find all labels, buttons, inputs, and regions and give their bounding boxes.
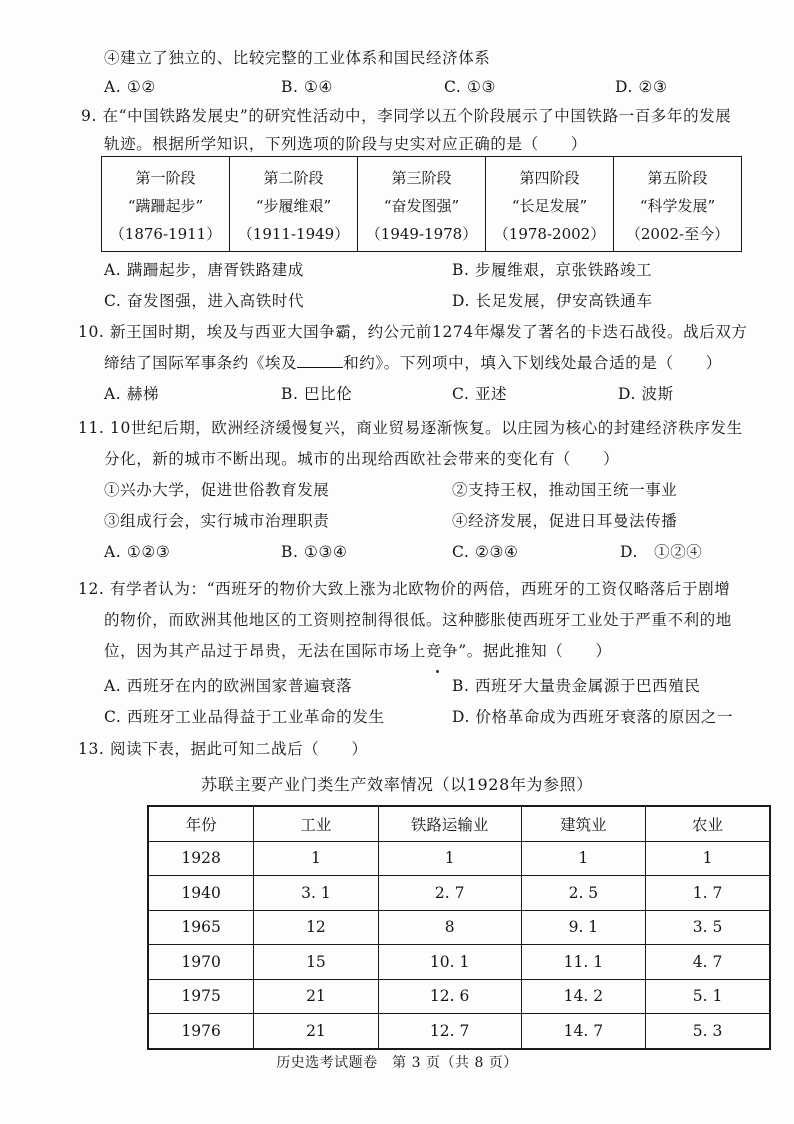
q8-option-d: D. ②③ bbox=[615, 78, 668, 96]
stage-name: 第五阶段 bbox=[647, 168, 708, 187]
stage-name: 第一阶段 bbox=[135, 168, 196, 187]
stage-years: （1911-1949） bbox=[237, 224, 350, 243]
q11-stem-line-2: 分化，新的城市不断出现。城市的出现给西欧社会带来的变化有（ ） bbox=[104, 450, 620, 468]
q10-line2-before-blank: 缔结了国际军事条约《埃及 bbox=[104, 354, 298, 372]
q13-stem: 13. 阅读下表，据此可知二战后（ ） bbox=[78, 740, 368, 758]
cell-value: 12 bbox=[254, 910, 378, 945]
q9-option-c: C. 奋发图强，进入高铁时代 bbox=[104, 292, 305, 310]
cell-value: 1. 7 bbox=[646, 876, 770, 911]
q12-option-c: C. 西班牙工业品得益于工业革命的发生 bbox=[104, 708, 385, 726]
cell-value: 14. 7 bbox=[521, 1014, 645, 1049]
header-year: 年份 bbox=[148, 806, 254, 841]
stage-title: “长足发展” bbox=[511, 196, 588, 215]
table-row bbox=[148, 979, 770, 1014]
railway-stage-table bbox=[101, 156, 742, 252]
cell-value: 10. 1 bbox=[378, 945, 521, 980]
cell-value: 1 bbox=[646, 841, 770, 876]
header-industry: 工业 bbox=[254, 806, 378, 841]
header-agriculture: 农业 bbox=[646, 806, 770, 841]
stage-cell bbox=[230, 157, 358, 251]
cell-value: 1 bbox=[254, 841, 378, 876]
header-railway: 铁路运输业 bbox=[378, 806, 521, 841]
q12-stem-line-3: 位，因为其产品过于昂贵，无法在国际市场上竞争”。据此推知（ ） bbox=[104, 642, 612, 660]
cell-year: 1975 bbox=[148, 979, 254, 1014]
q11-option-c: C. ②③④ bbox=[452, 543, 519, 561]
table-row bbox=[148, 876, 770, 911]
cell-value: 5. 1 bbox=[646, 979, 770, 1014]
cell-value: 2. 7 bbox=[378, 876, 521, 911]
cell-value: 12. 7 bbox=[378, 1014, 521, 1049]
cell-value: 4. 7 bbox=[646, 945, 770, 980]
cell-value: 3. 5 bbox=[646, 910, 770, 945]
cell-value: 2. 5 bbox=[521, 876, 645, 911]
cell-value: 3. 1 bbox=[254, 876, 378, 911]
stage-name: 第二阶段 bbox=[263, 168, 324, 187]
cell-value: 12. 6 bbox=[378, 979, 521, 1014]
q10-option-b: B. 巴比伦 bbox=[281, 385, 353, 403]
cell-value: 1 bbox=[378, 841, 521, 876]
q8-item-4: ④建立了独立的、比较完整的工业体系和国民经济体系 bbox=[104, 49, 491, 67]
page-footer: 历史选考试题卷 第 3 页（共 8 页） bbox=[276, 1055, 518, 1071]
q9-option-a: A. 蹒跚起步，唐胥铁路建成 bbox=[104, 261, 304, 279]
table-caption: 苏联主要产业门类生产效率情况（以1928年为参照） bbox=[201, 775, 593, 794]
q11-options bbox=[0, 541, 794, 563]
stage-title: “步履维艰” bbox=[255, 196, 332, 215]
q10-line2-after-blank: 和约》。下列项中，填入下划线处最合适的是（ ） bbox=[343, 354, 722, 372]
header-construction: 建筑业 bbox=[521, 806, 645, 841]
cell-value: 11. 1 bbox=[521, 945, 645, 980]
cell-value: 8 bbox=[378, 910, 521, 945]
stage-cell bbox=[102, 157, 230, 251]
q8-option-a: A. ①② bbox=[104, 78, 156, 96]
cell-value: 14. 2 bbox=[521, 979, 645, 1014]
q9-stem-line-1: 9. 在“中国铁路发展史”的研究性活动中，李同学以五个阶段展示了中国铁路一百多年的发展 bbox=[81, 107, 732, 125]
q9-stem-line-2: 轨迹。根据所学知识，下列选项的阶段与史实对应正确的是（ ） bbox=[104, 135, 588, 153]
cell-year: 1928 bbox=[148, 841, 254, 876]
q8-option-b: B. ①④ bbox=[281, 78, 334, 96]
q12-stem-line-2: 的物价，而欧洲其他地区的工资则控制得很低。这种膨胀使西班牙工业处于严重不利的地 bbox=[104, 611, 732, 629]
cell-value: 21 bbox=[254, 979, 378, 1014]
cell-value: 5. 3 bbox=[646, 1014, 770, 1049]
table-row bbox=[148, 910, 770, 945]
cell-value: 1 bbox=[521, 841, 645, 876]
q11-option-d: D. ①②④ bbox=[620, 543, 703, 561]
q9-option-d: D. 长足发展，伊安高铁通车 bbox=[452, 292, 653, 310]
q10-option-c: C. 亚述 bbox=[452, 385, 508, 403]
answer-blank bbox=[297, 353, 343, 368]
cell-value: 9. 1 bbox=[521, 910, 645, 945]
q10-stem-line-1: 10. 新王国时期，埃及与西亚大国争霸，约公元前1274年爆发了著名的卡迭石战役。战后双方 bbox=[78, 323, 748, 341]
stage-years: （1876-1911） bbox=[109, 224, 222, 243]
q11-item-4: ④经济发展，促进日耳曼法传播 bbox=[452, 512, 678, 530]
stage-cell bbox=[358, 157, 486, 251]
q12-stem-line-1: 12. 有学者认为：“西班牙的物价大致上涨为北欧物价的两倍，西班牙的工资仅略落后于剧增 bbox=[78, 580, 731, 598]
stage-name: 第三阶段 bbox=[391, 168, 452, 187]
table-row bbox=[148, 841, 770, 876]
cell-year: 1970 bbox=[148, 945, 254, 980]
stage-cell bbox=[614, 157, 741, 251]
stage-years: （2002-至今） bbox=[625, 224, 730, 243]
q8-option-c: C. ①③ bbox=[444, 78, 496, 96]
cell-value: 15 bbox=[254, 945, 378, 980]
q11-option-a: A. ①②③ bbox=[104, 543, 171, 561]
stage-name: 第四阶段 bbox=[519, 168, 580, 187]
stage-title: “科学发展” bbox=[639, 196, 716, 215]
stage-title: “蹒跚起步” bbox=[127, 196, 204, 215]
q10-option-a: A. 赫梯 bbox=[104, 385, 160, 403]
cell-year: 1940 bbox=[148, 876, 254, 911]
q12-option-a: A. 西班牙在内的欧洲国家普遍衰落 bbox=[104, 677, 353, 695]
stage-years: （1978-2002） bbox=[493, 224, 606, 243]
q11-option-b: B. ①③④ bbox=[281, 543, 348, 561]
stage-cell bbox=[486, 157, 614, 251]
q9-option-b: B. 步履维艰，京张铁路竣工 bbox=[452, 261, 653, 279]
table-header-row bbox=[148, 806, 770, 841]
table-row bbox=[148, 945, 770, 980]
q10-options bbox=[0, 383, 794, 405]
productivity-table bbox=[147, 805, 771, 1050]
q11-item-1: ①兴办大学，促进世俗教育发展 bbox=[104, 481, 330, 499]
q8-options bbox=[0, 76, 794, 98]
q12-option-b: B. 西班牙大量贵金属源于巴西殖民 bbox=[452, 677, 701, 695]
table-row bbox=[148, 1014, 770, 1049]
q12-option-d: D. 价格革命成为西班牙衰落的原因之一 bbox=[452, 708, 734, 726]
cell-year: 1965 bbox=[148, 910, 254, 945]
stage-title: “奋发图强” bbox=[383, 196, 460, 215]
cell-year: 1976 bbox=[148, 1014, 254, 1049]
q11-item-2: ②支持王权，推动国王统一事业 bbox=[452, 481, 678, 499]
q10-stem-line-2 bbox=[104, 352, 722, 374]
cell-value: 21 bbox=[254, 1014, 378, 1049]
print-speck bbox=[436, 670, 439, 673]
q10-option-d: D. 波斯 bbox=[618, 385, 674, 403]
q11-stem-line-1: 11. 10世纪后期，欧洲经济缓慢复兴，商业贸易逐渐恢复。以庄园为核心的封建经济秩序发生 bbox=[78, 419, 743, 437]
stage-years: （1949-1978） bbox=[365, 224, 478, 243]
q11-item-3: ③组成行会，实行城市治理职责 bbox=[104, 512, 330, 530]
